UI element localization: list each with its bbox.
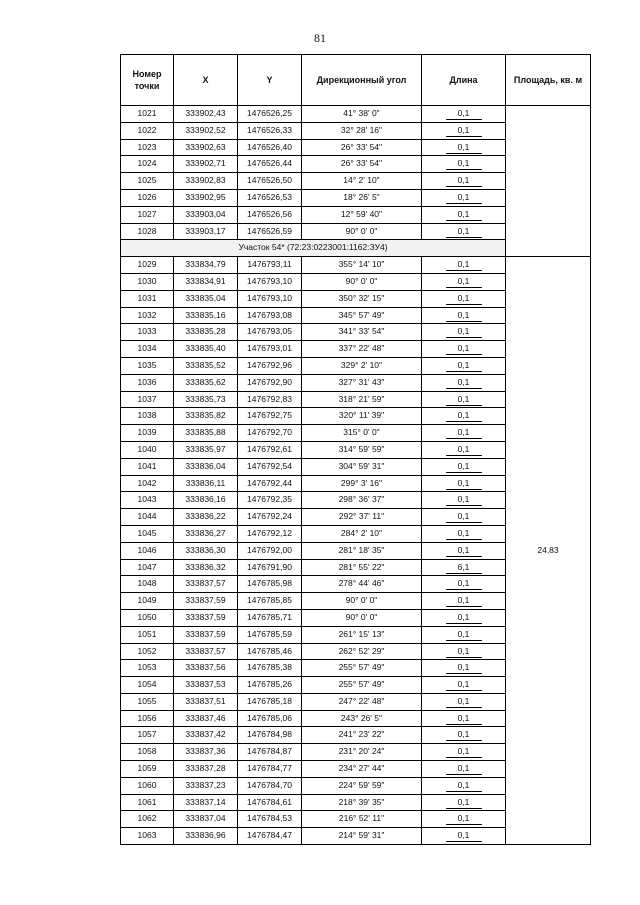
cell-x: 333835,52: [174, 357, 238, 374]
cell-y: 1476785,18: [238, 693, 302, 710]
cell-point-number: 1041: [121, 458, 174, 475]
cell-bearing: 90° 0' 0": [302, 223, 422, 240]
cell-point-number: 1036: [121, 374, 174, 391]
cell-y: 1476526,44: [238, 156, 302, 173]
length-value: 0,1: [446, 678, 482, 691]
cell-point-number: 1035: [121, 357, 174, 374]
cell-point-number: 1048: [121, 576, 174, 593]
length-value: 0,1: [446, 728, 482, 741]
cell-bearing: 41° 38' 0": [302, 106, 422, 123]
cell-x: 333837,28: [174, 761, 238, 778]
cell-length: [422, 257, 506, 274]
cell-y: 1476792,96: [238, 357, 302, 374]
cell-point-number: 1032: [121, 307, 174, 324]
cell-bearing: 26° 33' 54": [302, 156, 422, 173]
length-value: 0,1: [446, 325, 482, 338]
cell-point-number: 1026: [121, 189, 174, 206]
cell-x: 333836,27: [174, 525, 238, 542]
cell-bearing: 243° 26' 5": [302, 710, 422, 727]
cell-y: 1476784,47: [238, 828, 302, 845]
cell-x: 333902,71: [174, 156, 238, 173]
cell-point-number: 1022: [121, 122, 174, 139]
cell-x: 333835,82: [174, 408, 238, 425]
cell-y: 1476793,08: [238, 307, 302, 324]
length-value: 0,1: [446, 258, 482, 271]
cell-y: 1476784,61: [238, 794, 302, 811]
cell-point-number: 1046: [121, 542, 174, 559]
cell-point-number: 1024: [121, 156, 174, 173]
length-value: 0,1: [446, 594, 482, 607]
cell-bearing: 255° 57' 49": [302, 677, 422, 694]
cell-length: [422, 173, 506, 190]
length-value: 0,1: [446, 225, 482, 238]
length-value: 6,1: [446, 561, 482, 574]
length-value: 0,1: [446, 393, 482, 406]
header-x: X: [174, 55, 238, 106]
cell-length: [422, 408, 506, 425]
cell-x: 333834,91: [174, 273, 238, 290]
cell-bearing: 14° 2' 10": [302, 173, 422, 190]
cell-point-number: 1034: [121, 341, 174, 358]
cell-point-number: 1044: [121, 509, 174, 526]
cell-length: [422, 374, 506, 391]
cell-x: 333837,57: [174, 643, 238, 660]
cell-area: [506, 106, 591, 257]
cell-length: [422, 828, 506, 845]
cell-point-number: 1052: [121, 643, 174, 660]
cell-y: 1476785,06: [238, 710, 302, 727]
cell-length: [422, 559, 506, 576]
length-value: 0,1: [446, 376, 482, 389]
cell-bearing: 12° 59' 40": [302, 206, 422, 223]
cell-point-number: 1031: [121, 290, 174, 307]
cell-length: [422, 509, 506, 526]
cell-y: 1476784,77: [238, 761, 302, 778]
length-value: 0,1: [446, 796, 482, 809]
cell-length: [422, 727, 506, 744]
length-value: 0,1: [446, 829, 482, 842]
cell-length: [422, 693, 506, 710]
header-length: Длина: [422, 55, 506, 106]
cell-y: 1476792,70: [238, 425, 302, 442]
cell-x: 333835,40: [174, 341, 238, 358]
cell-length: [422, 122, 506, 139]
cell-x: 333902,83: [174, 173, 238, 190]
cell-x: 333837,23: [174, 777, 238, 794]
cell-length: [422, 139, 506, 156]
cell-x: 333837,42: [174, 727, 238, 744]
cell-bearing: 281° 18' 35": [302, 542, 422, 559]
length-value: 0,1: [446, 527, 482, 540]
cell-x: 333836,22: [174, 509, 238, 526]
cell-point-number: 1023: [121, 139, 174, 156]
cell-x: 333837,56: [174, 660, 238, 677]
cell-bearing: 320° 11' 39": [302, 408, 422, 425]
cell-point-number: 1029: [121, 257, 174, 274]
cell-y: 1476785,26: [238, 677, 302, 694]
cell-x: 333837,59: [174, 626, 238, 643]
cell-length: [422, 290, 506, 307]
cell-length: [422, 425, 506, 442]
cell-length: [422, 660, 506, 677]
cell-length: [422, 106, 506, 123]
cell-point-number: 1056: [121, 710, 174, 727]
cell-y: 1476792,00: [238, 542, 302, 559]
cell-x: 333836,04: [174, 458, 238, 475]
cell-y: 1476785,98: [238, 576, 302, 593]
length-value: 0,1: [446, 745, 482, 758]
cell-bearing: 299° 3' 16": [302, 475, 422, 492]
cell-y: 1476784,98: [238, 727, 302, 744]
cell-y: 1476793,10: [238, 273, 302, 290]
cell-bearing: 261° 15' 13": [302, 626, 422, 643]
cell-y: 1476785,46: [238, 643, 302, 660]
cell-bearing: 337° 22' 48": [302, 341, 422, 358]
cell-length: [422, 357, 506, 374]
cell-point-number: 1038: [121, 408, 174, 425]
length-value: 0,1: [446, 628, 482, 641]
length-value: 0,1: [446, 292, 482, 305]
cell-bearing: 281° 55' 22": [302, 559, 422, 576]
cell-x: 333837,51: [174, 693, 238, 710]
cell-length: [422, 811, 506, 828]
cell-y: 1476784,70: [238, 777, 302, 794]
cell-bearing: 314° 59' 59": [302, 441, 422, 458]
cell-x: 333835,16: [174, 307, 238, 324]
cell-y: 1476526,50: [238, 173, 302, 190]
cell-y: 1476792,83: [238, 391, 302, 408]
cell-x: 333834,79: [174, 257, 238, 274]
length-value: 0,1: [446, 107, 482, 120]
cell-y: 1476526,33: [238, 122, 302, 139]
cell-bearing: 18° 26' 5": [302, 189, 422, 206]
length-value: 0,1: [446, 460, 482, 473]
length-value: 0,1: [446, 712, 482, 725]
cell-point-number: 1033: [121, 324, 174, 341]
cell-length: [422, 609, 506, 626]
length-value: 0,1: [446, 426, 482, 439]
cell-bearing: 255° 57' 49": [302, 660, 422, 677]
length-value: 0,1: [446, 157, 482, 170]
coordinates-table: [120, 54, 591, 845]
cell-length: [422, 626, 506, 643]
cell-x: 333835,62: [174, 374, 238, 391]
cell-bearing: 262° 52' 29": [302, 643, 422, 660]
cell-x: 333837,14: [174, 794, 238, 811]
cell-bearing: 234° 27' 44": [302, 761, 422, 778]
cell-point-number: 1050: [121, 609, 174, 626]
cell-y: 1476526,25: [238, 106, 302, 123]
cell-point-number: 1053: [121, 660, 174, 677]
length-value: 0,1: [446, 477, 482, 490]
cell-bearing: 329° 2' 10": [302, 357, 422, 374]
length-value: 0,1: [446, 611, 482, 624]
table-body: [121, 106, 591, 845]
table-header-row: [121, 55, 591, 106]
cell-length: [422, 593, 506, 610]
cell-x: 333902,95: [174, 189, 238, 206]
cell-point-number: 1062: [121, 811, 174, 828]
cell-y: 1476792,75: [238, 408, 302, 425]
cell-length: [422, 324, 506, 341]
length-value: 0,1: [446, 510, 482, 523]
cell-point-number: 1058: [121, 744, 174, 761]
cell-y: 1476792,61: [238, 441, 302, 458]
cell-x: 333902,52: [174, 122, 238, 139]
cell-x: 333836,11: [174, 475, 238, 492]
cell-bearing: 218° 39' 35": [302, 794, 422, 811]
cell-length: [422, 576, 506, 593]
cell-point-number: 1061: [121, 794, 174, 811]
cell-bearing: 90° 0' 0": [302, 609, 422, 626]
cell-y: 1476784,87: [238, 744, 302, 761]
cell-point-number: 1054: [121, 677, 174, 694]
length-value: 0,1: [446, 124, 482, 137]
cell-length: [422, 223, 506, 240]
length-value: 0,1: [446, 174, 482, 187]
cell-point-number: 1025: [121, 173, 174, 190]
length-value: 0,1: [446, 208, 482, 221]
cell-point-number: 1027: [121, 206, 174, 223]
cell-x: 333836,16: [174, 492, 238, 509]
cell-point-number: 1043: [121, 492, 174, 509]
cell-length: [422, 542, 506, 559]
cell-point-number: 1051: [121, 626, 174, 643]
cell-length: [422, 307, 506, 324]
cell-y: 1476784,53: [238, 811, 302, 828]
length-value: 0,1: [446, 141, 482, 154]
length-value: 0,1: [446, 409, 482, 422]
cell-length: [422, 643, 506, 660]
length-value: 0,1: [446, 812, 482, 825]
cell-x: 333902,43: [174, 106, 238, 123]
length-value: 0,1: [446, 443, 482, 456]
length-value: 0,1: [446, 661, 482, 674]
cell-y: 1476792,90: [238, 374, 302, 391]
cell-length: [422, 761, 506, 778]
cell-x: 333835,97: [174, 441, 238, 458]
cell-bearing: 26° 33' 54": [302, 139, 422, 156]
cell-length: [422, 475, 506, 492]
cell-length: [422, 189, 506, 206]
cell-bearing: 304° 59' 31": [302, 458, 422, 475]
length-value: 0,1: [446, 275, 482, 288]
header-area: Площадь, кв. м: [506, 55, 591, 106]
cell-point-number: 1021: [121, 106, 174, 123]
cell-length: [422, 341, 506, 358]
section-title: Участок 54* (72:23:0223001:1162:ЗУ4): [121, 240, 506, 257]
cell-point-number: 1040: [121, 441, 174, 458]
cell-length: [422, 391, 506, 408]
cell-bearing: 224° 59' 59": [302, 777, 422, 794]
cell-point-number: 1049: [121, 593, 174, 610]
cell-point-number: 1063: [121, 828, 174, 845]
cell-x: 333836,30: [174, 542, 238, 559]
header-bearing: Дирекционный угол: [302, 55, 422, 106]
cell-point-number: 1057: [121, 727, 174, 744]
cell-x: 333837,53: [174, 677, 238, 694]
cell-y: 1476785,85: [238, 593, 302, 610]
cell-bearing: 90° 0' 0": [302, 593, 422, 610]
length-value: 0,1: [446, 577, 482, 590]
cell-y: 1476785,71: [238, 609, 302, 626]
length-value: 0,1: [446, 342, 482, 355]
cell-bearing: 341° 33' 54": [302, 324, 422, 341]
table-row: [121, 106, 591, 123]
cell-point-number: 1042: [121, 475, 174, 492]
cell-bearing: 315° 0' 0": [302, 425, 422, 442]
cell-y: 1476792,44: [238, 475, 302, 492]
cell-length: [422, 677, 506, 694]
cell-area: 24,83: [506, 257, 591, 845]
cell-x: 333835,04: [174, 290, 238, 307]
cell-x: 333835,88: [174, 425, 238, 442]
cell-x: 333837,46: [174, 710, 238, 727]
cell-length: [422, 441, 506, 458]
cell-bearing: 90° 0' 0": [302, 273, 422, 290]
cell-x: 333837,57: [174, 576, 238, 593]
cell-bearing: 278° 44' 46": [302, 576, 422, 593]
cell-length: [422, 273, 506, 290]
length-value: 0,1: [446, 695, 482, 708]
cell-bearing: 292° 37' 11": [302, 509, 422, 526]
cell-bearing: 345° 57' 49": [302, 307, 422, 324]
cell-point-number: 1045: [121, 525, 174, 542]
length-value: 0,1: [446, 309, 482, 322]
cell-y: 1476785,59: [238, 626, 302, 643]
cell-length: [422, 156, 506, 173]
cell-x: 333902,63: [174, 139, 238, 156]
cell-length: [422, 525, 506, 542]
cell-y: 1476793,01: [238, 341, 302, 358]
cell-x: 333837,04: [174, 811, 238, 828]
cell-bearing: 284° 2' 10": [302, 525, 422, 542]
cell-y: 1476526,56: [238, 206, 302, 223]
cell-bearing: 327° 31' 43": [302, 374, 422, 391]
length-value: 0,1: [446, 359, 482, 372]
cell-y: 1476792,24: [238, 509, 302, 526]
cell-y: 1476792,54: [238, 458, 302, 475]
cell-x: 333836,96: [174, 828, 238, 845]
cell-bearing: 231° 20' 24": [302, 744, 422, 761]
cell-y: 1476526,53: [238, 189, 302, 206]
cell-x: 333837,59: [174, 593, 238, 610]
table-row: [121, 257, 591, 274]
cell-bearing: 318° 21' 59": [302, 391, 422, 408]
cell-bearing: 355° 14' 10": [302, 257, 422, 274]
cell-bearing: 32° 28' 16": [302, 122, 422, 139]
cell-y: 1476793,05: [238, 324, 302, 341]
cell-x: 333903,17: [174, 223, 238, 240]
cell-bearing: 214° 59' 31": [302, 828, 422, 845]
cell-x: 333837,59: [174, 609, 238, 626]
length-value: 0,1: [446, 762, 482, 775]
cell-length: [422, 794, 506, 811]
cell-bearing: 241° 23' 22": [302, 727, 422, 744]
cell-bearing: 298° 36' 37": [302, 492, 422, 509]
cell-point-number: 1047: [121, 559, 174, 576]
cell-bearing: 216° 52' 11": [302, 811, 422, 828]
header-y: Y: [238, 55, 302, 106]
cell-x: 333903,04: [174, 206, 238, 223]
cell-bearing: 350° 32' 15": [302, 290, 422, 307]
cell-length: [422, 777, 506, 794]
cell-x: 333835,28: [174, 324, 238, 341]
cell-y: 1476792,35: [238, 492, 302, 509]
length-value: 0,1: [446, 493, 482, 506]
header-point-number: Номер точки: [121, 55, 174, 106]
cell-length: [422, 492, 506, 509]
cell-y: 1476526,59: [238, 223, 302, 240]
cell-y: 1476526,40: [238, 139, 302, 156]
cell-length: [422, 206, 506, 223]
cell-x: 333836,32: [174, 559, 238, 576]
page-number: 81: [314, 31, 326, 45]
cell-length: [422, 710, 506, 727]
cell-point-number: 1060: [121, 777, 174, 794]
cell-point-number: 1028: [121, 223, 174, 240]
cell-y: 1476793,10: [238, 290, 302, 307]
cell-point-number: 1039: [121, 425, 174, 442]
cell-bearing: 247° 22' 48": [302, 693, 422, 710]
cell-point-number: 1037: [121, 391, 174, 408]
cell-y: 1476792,12: [238, 525, 302, 542]
cell-x: 333837,36: [174, 744, 238, 761]
cell-y: 1476791,90: [238, 559, 302, 576]
cell-point-number: 1055: [121, 693, 174, 710]
length-value: 0,1: [446, 191, 482, 204]
cell-point-number: 1059: [121, 761, 174, 778]
length-value: 0,1: [446, 779, 482, 792]
cell-point-number: 1030: [121, 273, 174, 290]
length-value: 0,1: [446, 645, 482, 658]
cell-length: [422, 458, 506, 475]
cell-y: 1476793,11: [238, 257, 302, 274]
cell-length: [422, 744, 506, 761]
cell-y: 1476785,38: [238, 660, 302, 677]
cell-x: 333835,73: [174, 391, 238, 408]
length-value: 0,1: [446, 544, 482, 557]
